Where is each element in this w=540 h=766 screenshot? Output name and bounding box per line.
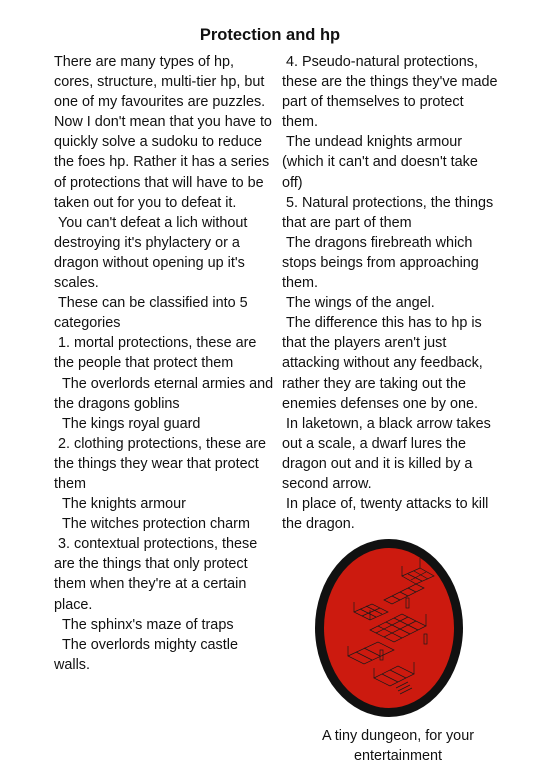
- paragraph: The sphinx's maze of traps: [54, 616, 234, 633]
- paragraph: 2. clothing protections, these are the things they wear that protect them: [54, 435, 270, 492]
- paragraph: The overlords eternal armies and the dragons goblins: [54, 375, 278, 412]
- red-oval: [324, 548, 454, 708]
- paragraph: The undead knights armour (which it can't and doesn't take off): [282, 134, 482, 191]
- dungeon-map-image: [314, 538, 464, 718]
- paragraph: The wings of the angel.: [282, 295, 435, 312]
- paragraph: In place of, twenty attacks to kill the dragon.: [282, 496, 493, 533]
- paragraph: The kings royal guard: [54, 415, 201, 432]
- figure-caption: A tiny dungeon, for your entertainment: [321, 728, 474, 765]
- dungeon-illustration: [314, 538, 464, 718]
- paragraph: 3. contextual protections, these are the things that only protect them when they're at a certain place.: [54, 536, 262, 613]
- paragraph: In laketown, a black arrow takes out a scale, a dwarf lures the dragon out and it is killed by a second arrow.: [282, 415, 495, 492]
- page-title: Protection and hp: [199, 26, 341, 44]
- right-column: [282, 52, 502, 534]
- paragraph: 4. Pseudo-natural protections, these are the things they've made part of themselves to protect them.: [282, 54, 502, 131]
- paragraph: The witches protection charm: [54, 516, 250, 533]
- paragraph: 1. mortal protections, these are the people that protect them: [54, 335, 261, 372]
- paragraph: 5. Natural protections, the things that are part of them: [282, 194, 498, 231]
- paragraph: The knights armour: [54, 496, 186, 513]
- paragraph: The dragons firebreath which stops beings from approaching them.: [282, 234, 483, 292]
- left-column: [54, 52, 276, 675]
- paragraph: You can't defeat a lich without destroying it's phylactery or a dragon without opening up it's scales.: [54, 214, 252, 292]
- paragraph: These can be classified into 5 categories: [54, 295, 252, 332]
- paragraph: The difference this has to hp is that the players aren't just attacking without any feedback, rather they are taking out the enemies defenses one by one.: [282, 315, 487, 412]
- paragraph: The overlords mighty castle walls.: [54, 636, 242, 673]
- paragraph: There are many types of hp, cores, structure, multi-tier hp, but one of my favourites are puzzles. Now I don't mean that you have to quickly solve a sudoku to reduce the foes hp. Rather it has a series of protections that will have to be taken out for you to defeat it.: [54, 54, 276, 211]
